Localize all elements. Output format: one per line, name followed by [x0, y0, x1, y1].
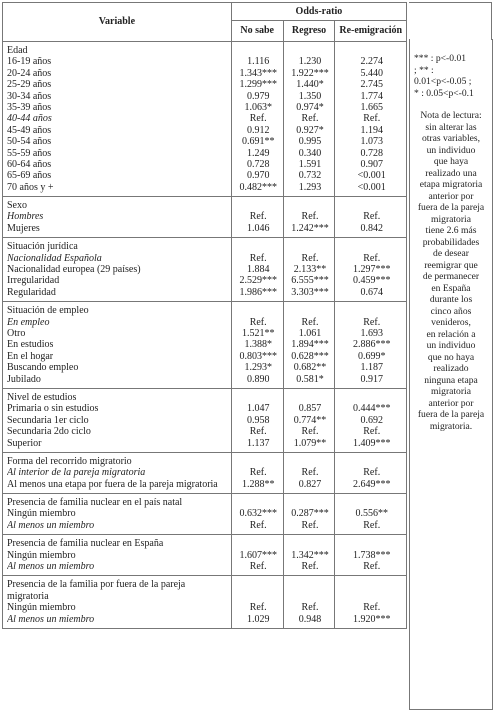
table-block	[3, 302, 407, 389]
row-label: Ningún miembro	[7, 508, 76, 520]
odds-value: 1.063*	[244, 101, 272, 113]
row-label: Regularidad	[7, 286, 56, 298]
row-label: Al menos un miembro	[7, 561, 95, 573]
title-spacer	[288, 45, 333, 56]
reading-line: anterior por	[428, 190, 474, 202]
reading-line: tiene 2.6 más	[425, 225, 477, 236]
row-label: 70 años y +	[7, 181, 54, 193]
odds-value: 2.745	[360, 79, 383, 91]
reading-line: migratoria.	[429, 420, 473, 432]
title-spacer	[236, 538, 281, 549]
row-label: Jubilado	[7, 373, 41, 385]
title-spacer	[236, 579, 281, 602]
row-label: Al interior de la pareja migratoria	[7, 467, 146, 479]
odds-value: 0.995	[298, 136, 322, 148]
odds-value: 1.986***	[239, 286, 277, 298]
block-title: Edad	[7, 45, 28, 56]
reading-line: fuera de la pareja	[417, 409, 485, 420]
reading-line: reemigrar que	[424, 259, 478, 271]
regreso-cell	[283, 576, 335, 629]
block-label-cell	[3, 238, 232, 302]
title-spacer	[339, 579, 404, 602]
no-sabe-cell	[231, 42, 283, 197]
significance-line: 0.01<p<-0.05 ;	[414, 76, 472, 87]
odds-value: Ref.	[363, 602, 381, 614]
variable-header: Variable	[3, 3, 232, 42]
title-spacer	[288, 456, 333, 467]
odds-value: Ref.	[363, 252, 381, 264]
title-spacer	[339, 241, 404, 252]
row-label: Superior	[7, 437, 42, 449]
regreso-cell	[283, 302, 335, 389]
odds-value: 1.194	[360, 124, 383, 136]
block-label-cell	[3, 494, 232, 535]
reading-line: migratoria	[431, 386, 471, 397]
title-spacer	[288, 241, 333, 252]
block-title: Presencia de familia nuclear en el país natal	[7, 497, 183, 509]
odds-value: 0.974*	[296, 101, 324, 113]
row-label: Nacionalidad Española	[7, 252, 102, 264]
odds-value: 1.046	[246, 222, 270, 234]
odds-value: 1.249	[246, 147, 270, 159]
block-label-cell	[3, 197, 232, 238]
odds-value: Ref.	[301, 113, 319, 125]
row-label: Primaria o sin estudios	[7, 403, 99, 415]
row-label: Buscando empleo	[7, 362, 79, 374]
table-block	[3, 452, 407, 493]
odds-value: <0.001	[357, 181, 386, 193]
title-spacer	[339, 305, 404, 316]
row-label: 60-64 años	[7, 158, 52, 170]
reading-line: un individuo	[426, 340, 476, 351]
block-label-cell	[3, 42, 232, 197]
odds-value: Ref.	[301, 316, 319, 328]
col-header-regreso: Regreso	[283, 21, 335, 42]
odds-value: Ref.	[249, 113, 267, 125]
odds-value: 0.459***	[352, 275, 391, 287]
odds-value: 1.607***	[239, 549, 277, 561]
title-spacer	[288, 200, 333, 211]
row-label: 35-39 años	[7, 101, 52, 113]
odds-value: <0.001	[357, 170, 386, 182]
odds-value: 1.693	[360, 327, 383, 339]
reading-line: de permanecer	[422, 271, 480, 282]
odds-value: 0.287***	[291, 508, 329, 520]
no-sabe-cell	[231, 494, 283, 535]
odds-value: 6.555***	[291, 275, 329, 287]
title-spacer	[236, 456, 281, 467]
note-column	[409, 39, 493, 710]
odds-value: 1.738***	[352, 549, 391, 561]
odds-value: Ref.	[249, 602, 267, 614]
odds-value: 1.187	[360, 362, 383, 374]
odds-value: 0.948	[298, 613, 322, 625]
odds-value: Ref.	[363, 316, 381, 328]
odds-value: 0.907	[360, 158, 383, 170]
title-spacer	[236, 305, 281, 316]
re-emigracion-cell	[335, 452, 407, 493]
odds-value: 1.029	[246, 613, 270, 625]
odds-value: Ref.	[301, 561, 319, 573]
reading-line: realizado una	[425, 167, 477, 179]
odds-value: 1.388*	[244, 339, 272, 351]
odds-value: Ref.	[301, 252, 319, 264]
re-emigracion-cell	[335, 42, 407, 197]
row-label: 45-49 años	[7, 124, 52, 136]
odds-value: Ref.	[301, 426, 319, 438]
re-emigracion-cell	[335, 302, 407, 389]
no-sabe-cell	[231, 576, 283, 629]
odds-value: 1.920***	[352, 613, 391, 625]
row-label: Irregularidad	[7, 275, 60, 287]
reading-line: que no haya	[427, 351, 475, 363]
row-label: 65-69 años	[7, 170, 52, 182]
odds-value: 5.440	[360, 67, 383, 79]
odds-value: Ref.	[301, 211, 319, 223]
reading-line: probabilidades	[422, 236, 480, 248]
block-title: Forma del recorrido migratorio	[7, 455, 132, 467]
odds-value: 1.299***	[239, 79, 277, 91]
odds-value: 0.857	[298, 403, 322, 415]
col-header-no-sabe: No sabe	[231, 21, 283, 42]
block-label-cell	[3, 388, 232, 452]
block-title: Presencia de familia nuclear en España	[7, 538, 164, 550]
block-label-cell	[3, 452, 232, 493]
significance-line: * : 0.05<p<-0.1	[414, 87, 474, 99]
reading-line: venideros,	[431, 317, 471, 328]
title-spacer	[339, 456, 404, 467]
odds-value: 1.061	[298, 327, 322, 339]
odds-value: 1.288**	[241, 478, 275, 490]
odds-ratio-table	[2, 2, 407, 629]
title-spacer	[288, 579, 333, 602]
odds-value: 2.529***	[239, 275, 277, 287]
row-label: En el hogar	[7, 350, 54, 362]
reading-line: en España	[431, 282, 471, 294]
reading-line: cinco años	[430, 305, 472, 317]
odds-value: 0.842	[360, 222, 383, 234]
row-label: 55-59 años	[7, 147, 52, 159]
reading-line: etapa migratoria	[419, 179, 483, 190]
row-label: Mujeres	[7, 222, 40, 234]
table-block	[3, 238, 407, 302]
odds-value: 0.927*	[296, 124, 324, 136]
odds-value: Ref.	[249, 426, 267, 438]
row-label: Secundaria 1er ciclo	[7, 414, 89, 426]
title-spacer	[236, 497, 281, 508]
row-label: Secundaria 2do ciclo	[7, 426, 91, 438]
odds-value: 0.340	[298, 147, 322, 159]
odds-value: 2.649***	[352, 478, 391, 490]
significance-legend	[414, 53, 492, 99]
regreso-cell	[283, 238, 335, 302]
block-label-cell	[3, 535, 232, 576]
row-label: Ningún miembro	[7, 602, 76, 614]
re-emigracion-cell	[335, 238, 407, 302]
odds-value: 0.628***	[291, 350, 329, 362]
re-emigracion-cell	[335, 494, 407, 535]
odds-value: 1.774	[360, 90, 383, 102]
odds-value: 1.242***	[291, 222, 329, 234]
reading-line: migratoria	[431, 213, 471, 225]
odds-value: 0.728	[246, 158, 270, 170]
odds-value: 1.137	[246, 437, 270, 449]
no-sabe-cell	[231, 452, 283, 493]
odds-value: 1.079**	[293, 437, 327, 449]
block-title: Presencia de la familia por fuera de la pareja migratoria	[7, 579, 186, 602]
reading-line: de desear	[433, 248, 469, 259]
no-sabe-cell	[231, 388, 283, 452]
odds-value: 0.444***	[352, 403, 391, 415]
table-body	[3, 42, 407, 629]
odds-value: 1.521**	[241, 327, 275, 339]
block-label-cell	[3, 576, 232, 629]
reading-line: otras variables,	[421, 133, 481, 144]
block-title: Situación de empleo	[7, 305, 89, 317]
reading-line: durante los	[429, 294, 473, 305]
reading-line: anterior por	[428, 397, 474, 409]
row-label: 50-54 años	[7, 136, 52, 148]
odds-value: 1.894***	[291, 339, 329, 351]
odds-value: 0.556**	[355, 508, 388, 520]
title-spacer	[339, 538, 404, 549]
odds-value: 3.303***	[291, 286, 329, 298]
row-label: Nacionalidad europea (29 países)	[7, 264, 141, 276]
odds-value: 1.922***	[291, 67, 329, 79]
odds-value: 1.297***	[352, 264, 391, 276]
reading-line: un individuo	[426, 144, 476, 156]
no-sabe-cell	[231, 302, 283, 389]
title-spacer	[339, 200, 404, 211]
title-spacer	[288, 497, 333, 508]
odds-value: 1.293	[298, 181, 322, 193]
note-header-cell	[409, 2, 492, 40]
title-spacer	[236, 200, 281, 211]
regreso-cell	[283, 388, 335, 452]
odds-value: Ref.	[249, 316, 267, 328]
block-title: Situación jurídica	[7, 241, 78, 253]
reading-line: Nota de lectura:	[420, 110, 482, 121]
odds-value: 0.827	[298, 478, 322, 490]
col-header-re-emigracion: Re-emigración	[335, 21, 407, 42]
regreso-cell	[283, 197, 335, 238]
significance-line: *** : p<-0.01	[414, 53, 467, 64]
title-spacer	[339, 45, 404, 56]
row-label: Al menos una etapa por fuera de la pareja migratoria	[7, 478, 218, 490]
odds-value: 0.774**	[293, 414, 327, 426]
odds-value: 0.803***	[239, 350, 277, 362]
row-label: Al menos un miembro	[7, 613, 95, 625]
row-label: Hombres	[7, 211, 44, 223]
block-label-cell	[3, 302, 232, 389]
odds-value: Ref.	[363, 211, 381, 223]
regreso-cell	[283, 494, 335, 535]
odds-value: Ref.	[363, 519, 381, 531]
table-block	[3, 494, 407, 535]
odds-value: 2.133**	[293, 264, 327, 276]
reading-line: en relación a	[426, 328, 476, 340]
block-title: Sexo	[7, 200, 27, 212]
re-emigracion-cell	[335, 197, 407, 238]
reading-note	[412, 110, 490, 432]
odds-value: Ref.	[363, 467, 381, 479]
odds-value: Ref.	[363, 426, 381, 438]
row-label: Al menos un miembro	[7, 519, 95, 531]
odds-value: 1.116	[247, 56, 270, 68]
odds-value: 0.682**	[293, 362, 327, 374]
odds-value: Ref.	[363, 113, 381, 125]
odds-value: 0.581*	[296, 373, 324, 385]
odds-value: Ref.	[249, 211, 267, 223]
title-spacer	[288, 392, 333, 403]
odds-value: Ref.	[301, 467, 319, 479]
regreso-cell	[283, 452, 335, 493]
odds-value: 1.343***	[239, 67, 277, 79]
odds-value: Ref.	[363, 561, 381, 573]
odds-value: Ref.	[249, 561, 267, 573]
odds-value: 2.886***	[352, 339, 391, 351]
re-emigracion-cell	[335, 388, 407, 452]
regreso-cell	[283, 535, 335, 576]
odds-value: Ref.	[249, 519, 267, 531]
odds-value: 0.917	[360, 373, 383, 385]
regreso-cell	[283, 42, 335, 197]
odds-value: 1.440*	[296, 79, 324, 91]
row-label: 30-34 años	[7, 90, 52, 102]
odds-value: 2.274	[360, 56, 383, 68]
title-spacer	[288, 538, 333, 549]
table-block	[3, 535, 407, 576]
odds-value: 1.350	[298, 90, 322, 102]
odds-value: 0.691**	[241, 136, 275, 148]
row-label: 25-29 años	[7, 79, 52, 91]
title-spacer	[339, 497, 404, 508]
odds-ratio-header: Odds-ratio	[231, 3, 406, 21]
odds-value: 0.890	[246, 373, 270, 385]
reading-line: fuera de la pareja	[417, 202, 485, 213]
odds-value: Ref.	[249, 467, 267, 479]
odds-value: 1.884	[246, 264, 270, 276]
no-sabe-cell	[231, 535, 283, 576]
title-spacer	[288, 305, 333, 316]
table-block	[3, 388, 407, 452]
row-label: En empleo	[7, 316, 50, 328]
odds-value: Ref.	[249, 252, 267, 264]
odds-value: 1.073	[360, 136, 383, 148]
title-spacer	[236, 241, 281, 252]
row-label: 20-24 años	[7, 67, 52, 79]
odds-value: 1.665	[360, 101, 383, 113]
odds-value: 1.409***	[352, 437, 391, 449]
odds-value: 0.912	[246, 124, 270, 136]
page	[2, 2, 494, 710]
row-label: Ningún miembro	[7, 549, 76, 561]
odds-value: 0.728	[360, 147, 383, 159]
odds-value: 1.230	[298, 56, 322, 68]
reading-line: sin alterar las	[425, 121, 477, 133]
odds-value: 1.293*	[244, 362, 272, 374]
odds-value: 0.674	[360, 286, 383, 298]
re-emigracion-cell	[335, 535, 407, 576]
reading-line: que haya	[433, 156, 469, 167]
row-label: En estudios	[7, 339, 54, 351]
odds-value: 0.692	[360, 414, 383, 426]
reading-line: ninguna etapa	[424, 374, 478, 386]
re-emigracion-cell	[335, 576, 407, 629]
odds-value: 0.979	[246, 90, 270, 102]
odds-value: 0.958	[246, 414, 270, 426]
odds-value: 0.632***	[239, 508, 277, 520]
title-spacer	[236, 45, 281, 56]
title-spacer	[236, 392, 281, 403]
significance-line: ; ** :	[414, 64, 434, 76]
odds-value: 0.732	[298, 170, 322, 182]
no-sabe-cell	[231, 197, 283, 238]
odds-value: 0.482***	[239, 181, 277, 193]
odds-value: 0.970	[246, 170, 270, 182]
row-label: 40-44 años	[7, 113, 52, 125]
no-sabe-cell	[231, 238, 283, 302]
title-spacer	[339, 392, 404, 403]
odds-value: 1.047	[246, 403, 270, 415]
table-block	[3, 42, 407, 197]
odds-value: 0.699*	[357, 350, 386, 362]
odds-value: 1.591	[298, 158, 322, 170]
odds-value: Ref.	[301, 519, 319, 531]
table-block	[3, 197, 407, 238]
odds-value: 1.342***	[291, 549, 329, 561]
odds-value: Ref.	[301, 602, 319, 614]
row-label: Otro	[7, 327, 26, 339]
block-title: Nivel de estudios	[7, 391, 77, 403]
row-label: 16-19 años	[7, 56, 52, 68]
reading-line: realizado	[433, 363, 469, 374]
table-block	[3, 576, 407, 629]
